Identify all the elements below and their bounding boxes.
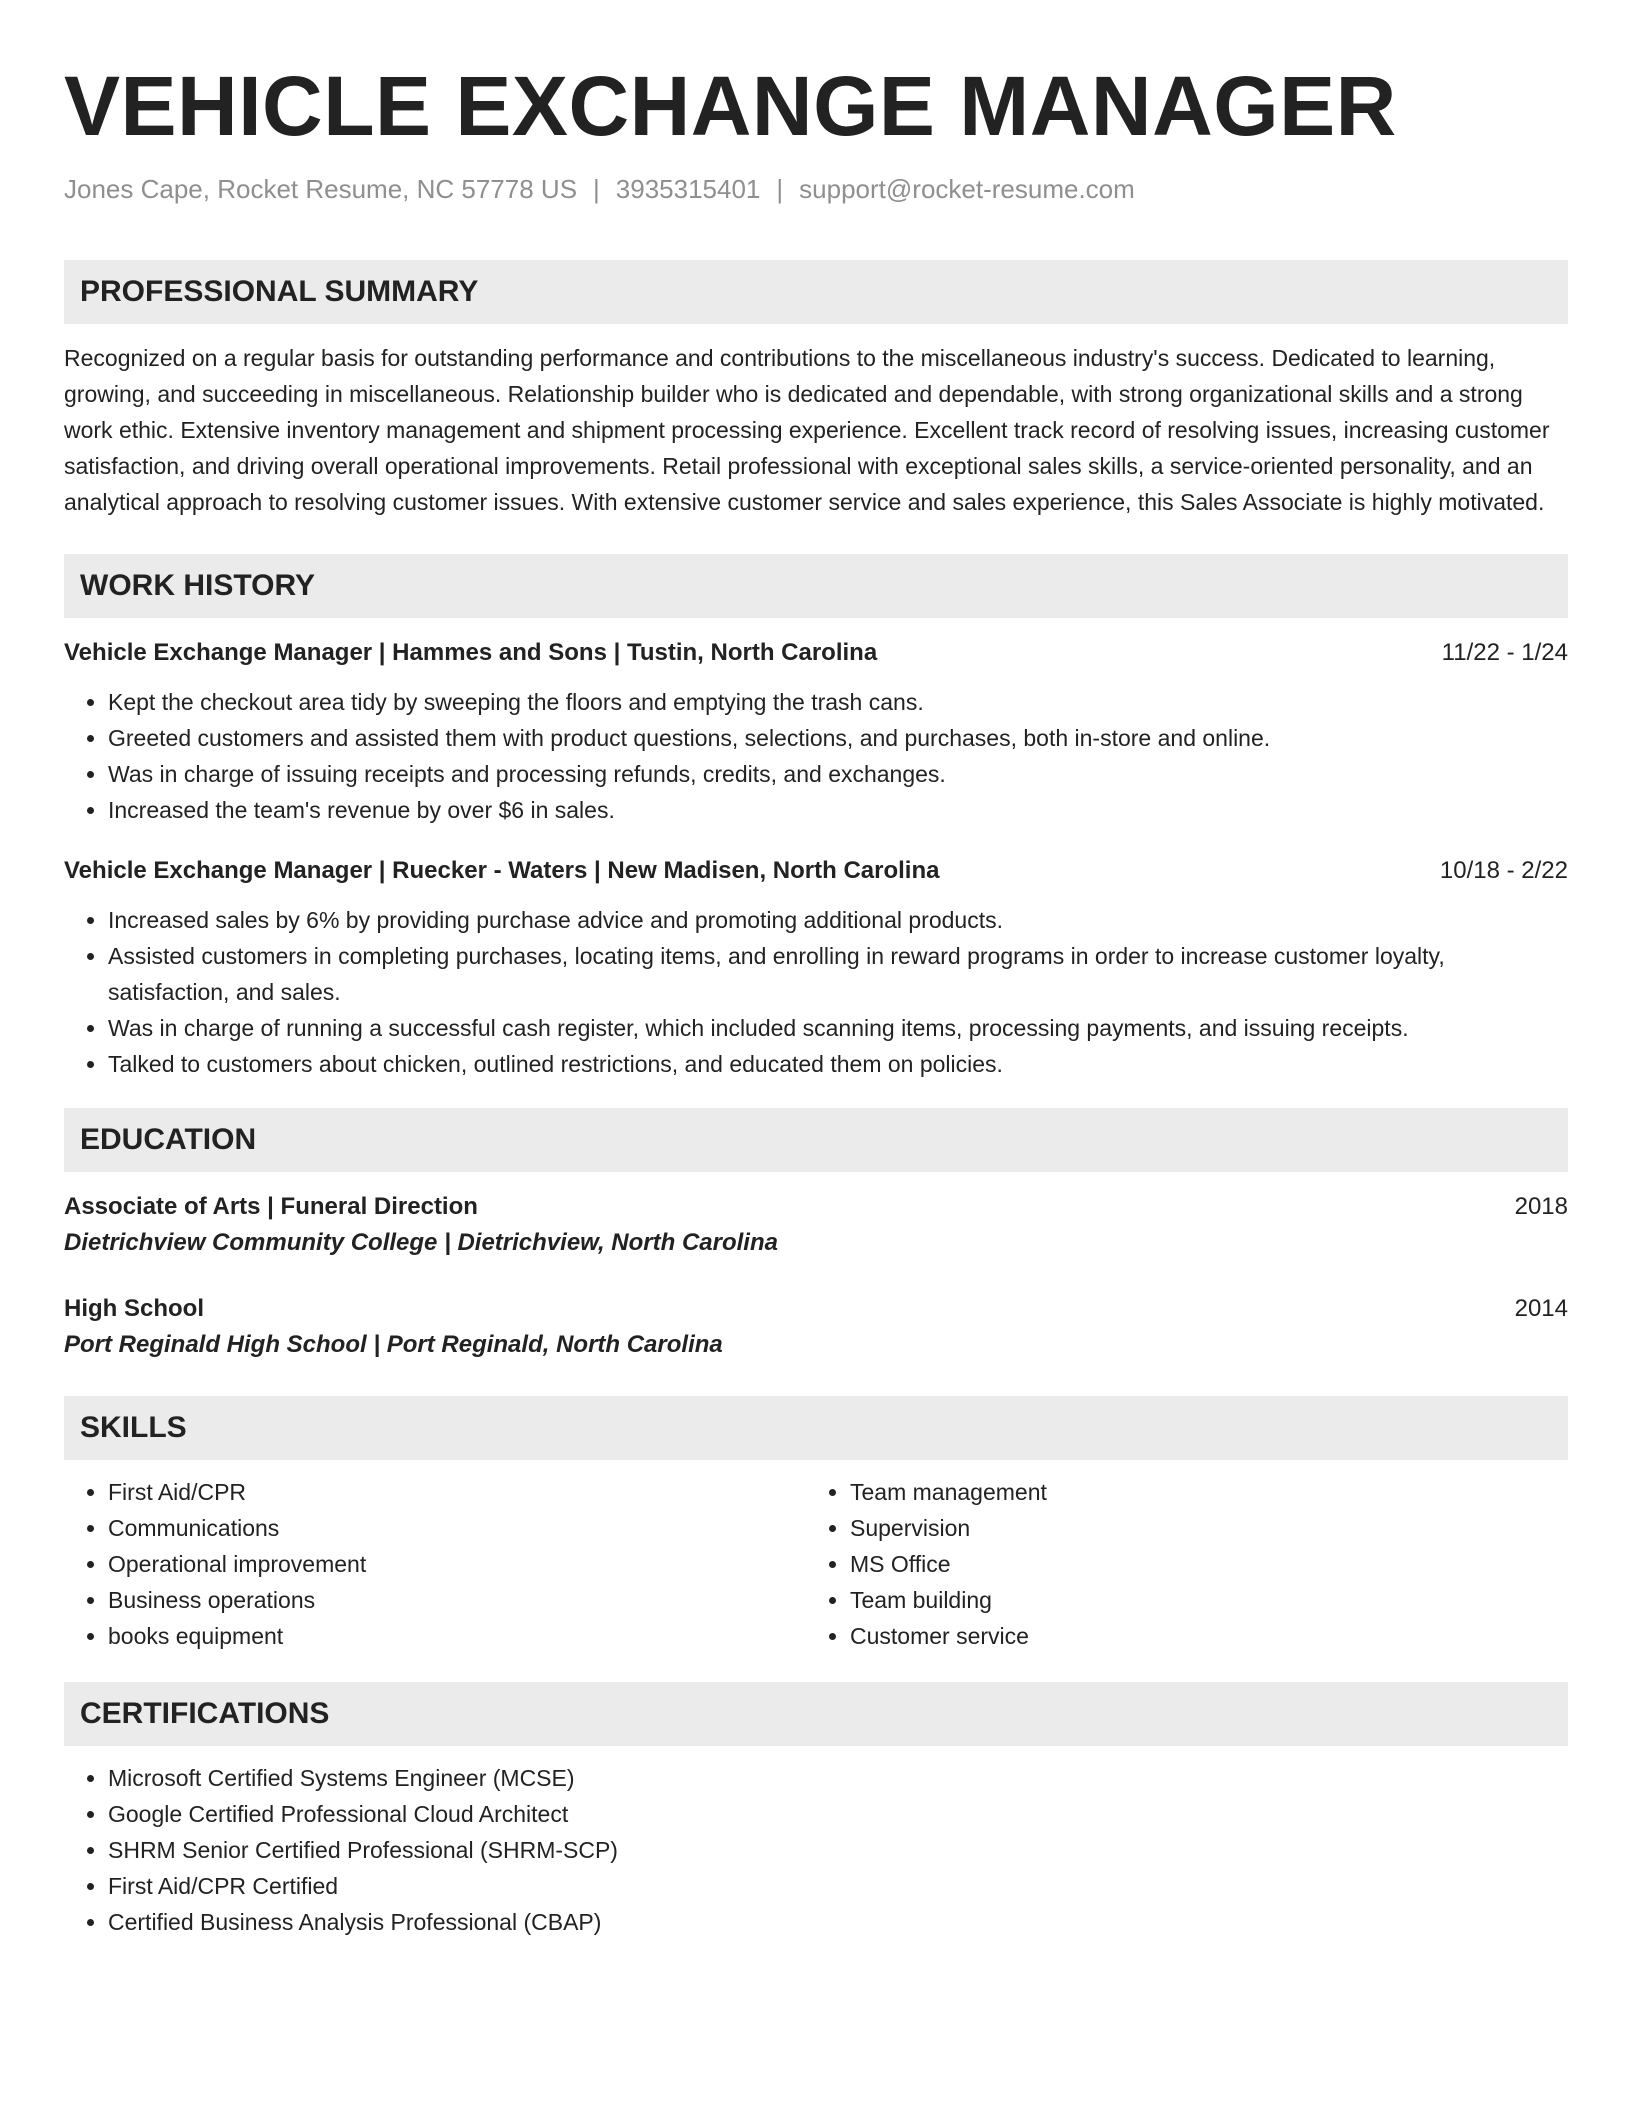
job-title: Vehicle Exchange Manager | Hammes and Sons | Tustin, North Carolina [64, 639, 878, 666]
list-item: • Team management [850, 1474, 1548, 1510]
list-item: • Increased the team's revenue by over $6 in sales. [108, 792, 1568, 828]
job-entry [64, 636, 1568, 828]
section-heading-education: EDUCATION [64, 1108, 1568, 1172]
list-item: • Kept the checkout area tidy by sweeping the floors and emptying the trash cans. [108, 684, 1568, 720]
section-heading-work-history: WORK HISTORY [64, 554, 1568, 618]
school-name: Dietrichview Community College | Dietrichview, North Carolina [64, 1229, 778, 1256]
list-item: • Team building [850, 1582, 1548, 1618]
separator: | [776, 174, 784, 204]
job-title: Vehicle Exchange Manager | Ruecker - Waters | New Madisen, North Carolina [64, 857, 940, 884]
job-bullets [64, 684, 1568, 828]
job-bullets [64, 902, 1568, 1082]
section-heading-summary: PROFESSIONAL SUMMARY [64, 260, 1568, 324]
certifications-list [64, 1760, 1568, 1940]
job-header [64, 854, 1568, 888]
phone: 3935315401 [615, 174, 761, 204]
list-item: • Greeted customers and assisted them with product questions, selections, and purchases, both in-store and online. [108, 720, 1568, 756]
section-heading-certifications: CERTIFICATIONS [64, 1682, 1568, 1746]
list-item: • Increased sales by 6% by providing purchase advice and promoting additional products. [108, 902, 1568, 938]
job-dates: 10/18 - 2/22 [1439, 857, 1568, 884]
list-item: • Certified Business Analysis Professional (CBAP) [108, 1904, 1568, 1940]
school-name: Port Reginald High School | Port Reginald, North Carolina [64, 1331, 723, 1358]
list-item: • First Aid/CPR [108, 1474, 806, 1510]
list-item: • Talked to customers about chicken, outlined restrictions, and educated them on policies. [108, 1046, 1568, 1082]
list-item: • Supervision [850, 1510, 1548, 1546]
list-item: • Operational improvement [108, 1546, 806, 1582]
list-item: • First Aid/CPR Certified [108, 1868, 1568, 1904]
list-item: • Was in charge of issuing receipts and processing refunds, credits, and exchanges. [108, 756, 1568, 792]
list-item: • Business operations [108, 1582, 806, 1618]
list-item: • SHRM Senior Certified Professional (SHRM-SCP) [108, 1832, 1568, 1868]
list-item: • Google Certified Professional Cloud Architect [108, 1796, 1568, 1832]
contact-line [64, 172, 1568, 206]
separator: | [593, 174, 600, 204]
education-header [64, 1190, 1568, 1224]
education-entry [64, 1190, 1568, 1262]
job-header [64, 636, 1568, 670]
list-item: • Communications [108, 1510, 806, 1546]
education-entry [64, 1292, 1568, 1364]
list-item: • Customer service [850, 1618, 1548, 1654]
degree: Associate of Arts | Funeral Direction [64, 1193, 478, 1220]
graduation-year: 2014 [1514, 1295, 1568, 1322]
graduation-year: 2018 [1514, 1193, 1568, 1220]
candidate-name: VEHICLE EXCHANGE MANAGER [64, 59, 1397, 153]
education-header [64, 1292, 1568, 1326]
list-item: • Microsoft Certified Systems Engineer (MCSE) [108, 1760, 1568, 1796]
degree: High School [64, 1295, 204, 1322]
address: Jones Cape, Rocket Resume, NC 57778 US [64, 174, 578, 204]
job-entry [64, 854, 1568, 1082]
section-heading-skills: SKILLS [64, 1396, 1568, 1460]
list-item: • MS Office [850, 1546, 1548, 1582]
list-item: • Was in charge of running a successful cash register, which included scanning items, processing payments, and issuing receipts. [108, 1010, 1568, 1046]
skills-columns [64, 1474, 1568, 1654]
email-link[interactable]: support@rocket-resume.com [799, 174, 1135, 204]
list-item: • books equipment [108, 1618, 806, 1654]
job-dates: 11/22 - 1/24 [1441, 639, 1568, 666]
skills-list-left [64, 1474, 806, 1654]
summary-text: Recognized on a regular basis for outstanding performance and contributions to the miscellaneous industry's success. Dedicated to learning, growing, and succeeding in miscellaneous. Relationship builder who is dedicated and dependable, with strong organizational skills and a strong work ethic. Extensive inventory management and shipment processing experience. Excellent track record of resolving issues, increasing customer satisfaction, and driving overall operational improvements. Retail professional with exceptional sales skills, a service-oriented personality, and an analytical approach to resolving customer issues. With extensive customer service and sales experience, this Sales Associate is highly motivated. [64, 345, 1550, 515]
list-item: • Assisted customers in completing purchases, locating items, and enrolling in reward programs in order to increase customer loyalty, satisfaction, and sales. [108, 938, 1568, 1010]
skills-list-right [806, 1474, 1548, 1654]
